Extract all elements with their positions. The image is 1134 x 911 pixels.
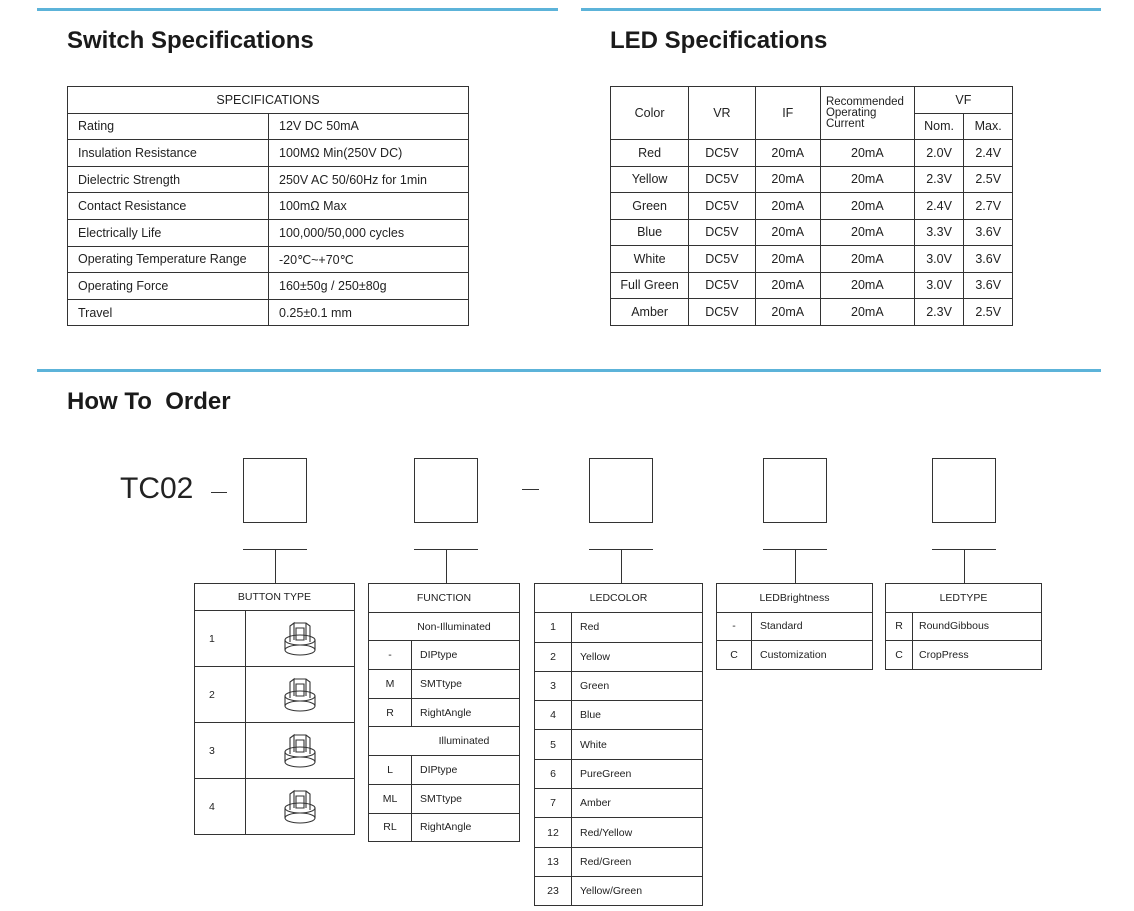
cell-vr: DC5V <box>689 166 755 193</box>
spec-value: 100MΩ Min(250V DC) <box>269 140 469 167</box>
function-code: RL <box>369 813 412 842</box>
table-row <box>611 299 1013 326</box>
cell-if: 20mA <box>755 219 820 246</box>
table-row <box>68 166 469 193</box>
prefix-dash <box>211 492 227 493</box>
connector-stem <box>795 549 796 583</box>
table-row <box>369 813 520 842</box>
button-type-code-box <box>243 458 307 523</box>
button-cap-drawing <box>282 732 318 770</box>
led-color-code: 4 <box>535 701 572 730</box>
spec-name: Contact Resistance <box>68 193 269 220</box>
cell-if: 20mA <box>755 299 820 326</box>
led-color-code: 7 <box>535 789 572 818</box>
function-label: DIPtype <box>412 756 520 785</box>
function-code-box <box>414 458 478 523</box>
spec-name: Insulation Resistance <box>68 140 269 167</box>
cell-max: 3.6V <box>964 219 1013 246</box>
function-label: DIPtype <box>412 641 520 670</box>
cell-if: 20mA <box>755 193 820 220</box>
col-max-header: Max. <box>964 113 1013 140</box>
spec-value: 100mΩ Max <box>269 193 469 220</box>
table-row <box>195 611 355 667</box>
table-row <box>535 642 703 671</box>
button-type-code: 1 <box>195 611 246 667</box>
cell-if: 20mA <box>755 272 820 299</box>
cell-rec: 20mA <box>820 140 914 167</box>
table-row <box>535 671 703 700</box>
led-color-label: Red/Yellow <box>572 818 703 847</box>
button-cap-icon <box>246 611 355 667</box>
cell-max: 2.4V <box>964 140 1013 167</box>
led-color-label: Yellow <box>572 642 703 671</box>
table-row <box>611 272 1013 299</box>
connector-stem <box>446 549 447 583</box>
cell-vr: DC5V <box>689 246 755 273</box>
table-row <box>611 193 1013 220</box>
table-row <box>535 730 703 759</box>
section-rule-order <box>37 369 1101 372</box>
button-cap-icon <box>246 723 355 779</box>
table-row <box>535 613 703 642</box>
table-row <box>611 166 1013 193</box>
led-brightness-code: - <box>717 612 752 641</box>
led-color-code: 3 <box>535 671 572 700</box>
function-label: SMTtype <box>412 670 520 699</box>
table-row <box>68 219 469 246</box>
cell-rec: 20mA <box>820 219 914 246</box>
button-type-code: 4 <box>195 779 246 835</box>
spec-name: Rating <box>68 113 269 140</box>
table-row <box>886 641 1042 670</box>
table-row <box>535 818 703 847</box>
col-if-header: IF <box>755 87 820 140</box>
cell-vr: DC5V <box>689 140 755 167</box>
table-row <box>369 670 520 699</box>
function-code: ML <box>369 784 412 813</box>
button-cap-drawing <box>282 676 318 714</box>
table-row <box>535 789 703 818</box>
led-color-code: 6 <box>535 759 572 788</box>
cell-nom: 2.4V <box>914 193 964 220</box>
cell-color: Green <box>611 193 689 220</box>
how-to-order-title: How To Order <box>67 388 231 415</box>
button-cap-icon <box>246 667 355 723</box>
function-label: RightAngle <box>412 813 520 842</box>
led-spec-table <box>610 86 1013 326</box>
led-color-label: Red <box>572 613 703 642</box>
spec-value: 100,000/50,000 cycles <box>269 219 469 246</box>
led-brightness-label: Standard <box>752 612 873 641</box>
function-code: R <box>369 698 412 727</box>
cell-max: 2.7V <box>964 193 1013 220</box>
function-label: RightAngle <box>412 698 520 727</box>
led-brightness-code-box <box>763 458 827 523</box>
table-row <box>717 641 873 670</box>
cell-nom: 3.0V <box>914 272 964 299</box>
cell-max: 3.6V <box>964 272 1013 299</box>
spec-value: 12V DC 50mA <box>269 113 469 140</box>
button-type-table <box>194 583 355 835</box>
led-brightness-table <box>716 583 873 670</box>
col-vf-header: VF <box>914 87 1012 114</box>
switch-specifications-title: Switch Specifications <box>67 27 314 54</box>
table-row <box>886 612 1042 641</box>
cell-color: Yellow <box>611 166 689 193</box>
table-row <box>535 876 703 905</box>
cell-color: Full Green <box>611 272 689 299</box>
cell-if: 20mA <box>755 246 820 273</box>
led-brightness-label: Customization <box>752 641 873 670</box>
function-code: M <box>369 670 412 699</box>
led-color-code: 5 <box>535 730 572 759</box>
table-row <box>68 299 469 326</box>
cell-rec: 20mA <box>820 299 914 326</box>
led-color-label: PureGreen <box>572 759 703 788</box>
col-color-header: Color <box>611 87 689 140</box>
button-type-header: BUTTON TYPE <box>195 584 355 611</box>
button-cap-drawing <box>282 788 318 826</box>
table-row <box>68 193 469 220</box>
led-color-label: Red/Green <box>572 847 703 876</box>
table-row <box>717 612 873 641</box>
cell-rec: 20mA <box>820 193 914 220</box>
function-label: SMTtype <box>412 784 520 813</box>
led-color-code: 1 <box>535 613 572 642</box>
col-vr-header: VR <box>689 87 755 140</box>
led-brightness-header: LEDBrightness <box>717 584 873 613</box>
function-code: L <box>369 756 412 785</box>
led-type-code-box <box>932 458 996 523</box>
cell-nom: 2.3V <box>914 166 964 193</box>
cell-nom: 2.3V <box>914 299 964 326</box>
table-row <box>369 784 520 813</box>
cell-if: 20mA <box>755 140 820 167</box>
spec-value: 250V AC 50/60Hz for 1min <box>269 166 469 193</box>
function-header: FUNCTION <box>369 584 520 613</box>
led-color-label: Amber <box>572 789 703 818</box>
table-row <box>68 140 469 167</box>
table-row <box>68 113 469 140</box>
button-type-code: 3 <box>195 723 246 779</box>
table-row <box>535 701 703 730</box>
led-specifications-title: LED Specifications <box>610 27 828 54</box>
led-color-label: Blue <box>572 701 703 730</box>
cell-rec: 20mA <box>820 272 914 299</box>
led-color-code-box <box>589 458 653 523</box>
led-color-header: LEDCOLOR <box>535 584 703 613</box>
part-number-prefix: TC02 <box>120 472 194 505</box>
led-color-label: White <box>572 730 703 759</box>
cell-color: White <box>611 246 689 273</box>
table-row <box>535 847 703 876</box>
switch-spec-header: SPECIFICATIONS <box>68 87 469 114</box>
led-color-code: 2 <box>535 642 572 671</box>
section-rule-switch <box>37 8 558 11</box>
table-row <box>68 273 469 300</box>
cell-if: 20mA <box>755 166 820 193</box>
button-cap-icon <box>246 779 355 835</box>
cell-nom: 3.3V <box>914 219 964 246</box>
table-row <box>535 759 703 788</box>
table-row <box>611 219 1013 246</box>
function-code: - <box>369 641 412 670</box>
col-nom-header: Nom. <box>914 113 964 140</box>
table-row <box>68 246 469 273</box>
led-color-label: Yellow/Green <box>572 876 703 905</box>
table-row <box>195 723 355 779</box>
spec-name: Operating Temperature Range <box>68 246 269 273</box>
function-group-non-illuminated: Non-Illuminated <box>369 612 520 641</box>
connector-stem <box>964 549 965 583</box>
led-color-code: 12 <box>535 818 572 847</box>
led-type-code: C <box>886 641 913 670</box>
cell-color: Red <box>611 140 689 167</box>
function-table <box>368 583 520 842</box>
table-row <box>611 140 1013 167</box>
spec-name: Travel <box>68 299 269 326</box>
spec-value: 0.25±0.1 mm <box>269 299 469 326</box>
function-group-illuminated: Illuminated <box>369 727 520 756</box>
cell-rec: 20mA <box>820 166 914 193</box>
cell-vr: DC5V <box>689 299 755 326</box>
spec-value: -20℃~+70℃ <box>269 246 469 273</box>
connector-stem <box>275 549 276 583</box>
table-row <box>611 246 1013 273</box>
led-type-table <box>885 583 1042 670</box>
cell-vr: DC5V <box>689 272 755 299</box>
cell-max: 2.5V <box>964 166 1013 193</box>
table-row <box>369 641 520 670</box>
cell-nom: 3.0V <box>914 246 964 273</box>
led-type-label: CropPress <box>913 641 1042 670</box>
cell-max: 3.6V <box>964 246 1013 273</box>
cell-rec: 20mA <box>820 246 914 273</box>
led-color-code: 13 <box>535 847 572 876</box>
led-brightness-code: C <box>717 641 752 670</box>
led-color-code: 23 <box>535 876 572 905</box>
led-color-table <box>534 583 703 906</box>
switch-spec-table <box>67 86 469 326</box>
table-row <box>195 779 355 835</box>
cell-vr: DC5V <box>689 193 755 220</box>
connector-stem <box>621 549 622 583</box>
button-type-code: 2 <box>195 667 246 723</box>
button-cap-drawing <box>282 620 318 658</box>
col-recommended-header: Recommended Operating Current <box>820 87 914 140</box>
cell-color: Blue <box>611 219 689 246</box>
cell-nom: 2.0V <box>914 140 964 167</box>
spec-value: 160±50g / 250±80g <box>269 273 469 300</box>
table-row <box>195 667 355 723</box>
led-type-code: R <box>886 612 913 641</box>
led-color-label: Green <box>572 671 703 700</box>
spec-name: Operating Force <box>68 273 269 300</box>
middle-dash <box>522 489 539 490</box>
cell-color: Amber <box>611 299 689 326</box>
spec-name: Electrically Life <box>68 219 269 246</box>
spec-name: Dielectric Strength <box>68 166 269 193</box>
cell-vr: DC5V <box>689 219 755 246</box>
cell-max: 2.5V <box>964 299 1013 326</box>
section-rule-led <box>581 8 1101 11</box>
table-row <box>369 756 520 785</box>
led-type-label: RoundGibbous <box>913 612 1042 641</box>
led-type-header: LEDTYPE <box>886 584 1042 613</box>
table-row <box>369 698 520 727</box>
